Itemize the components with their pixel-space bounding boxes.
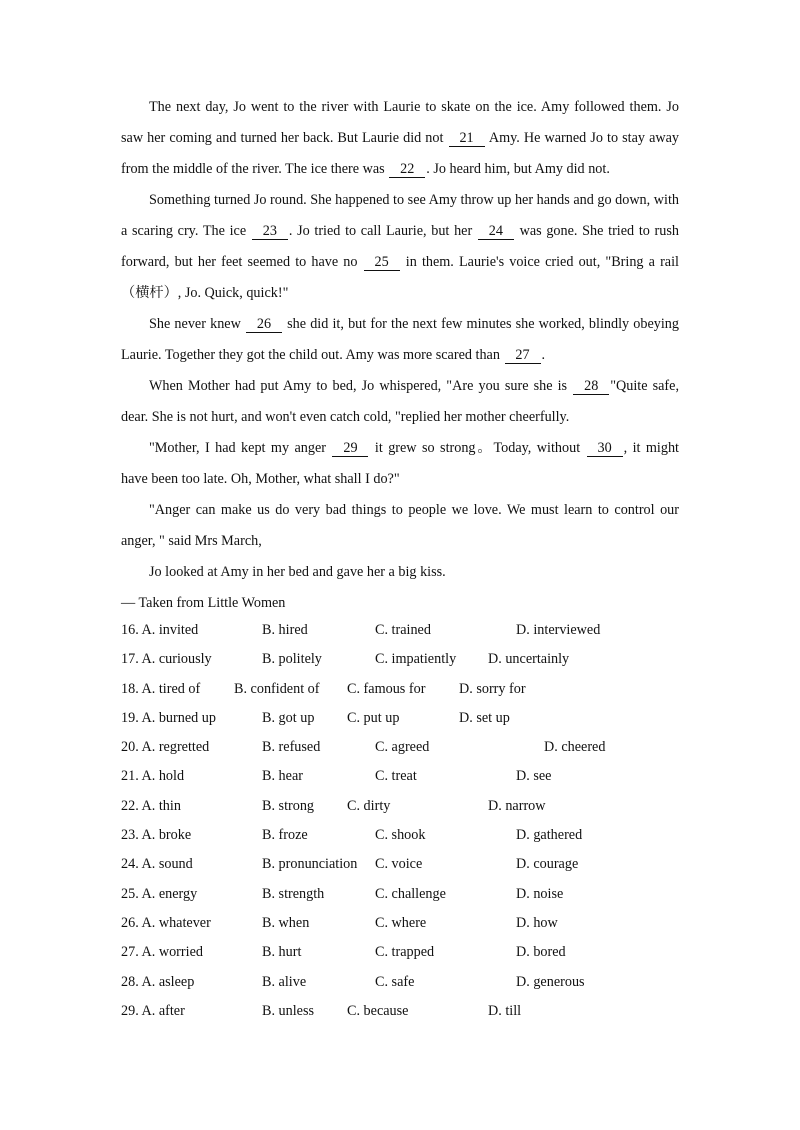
option-a: 29. A. after xyxy=(121,1002,185,1019)
question-row-18 xyxy=(121,677,679,706)
text: . Jo heard him, but Amy did not. xyxy=(426,161,610,177)
option-a: 27. A. worried xyxy=(121,944,203,961)
text: The next day, Jo went to the river with Laurie to skate on the ice. Amy followed them. Jo saw her coming and turned her back. But Laurie did not xyxy=(121,99,679,146)
option-d: D. uncertainly xyxy=(488,651,570,668)
option-b: B. politely xyxy=(262,651,322,668)
option-a: 17. A. curiously xyxy=(121,651,212,668)
option-c: C. trapped xyxy=(375,944,435,961)
paragraph-7: Jo looked at Amy in her bed and gave her a big kiss. xyxy=(149,564,446,580)
option-a: 18. A. tired of xyxy=(121,680,201,697)
option-b: B. hear xyxy=(262,768,303,785)
text: She never knew xyxy=(149,316,245,332)
option-b: B. when xyxy=(262,914,310,931)
option-d: D. courage xyxy=(516,856,579,873)
question-row-27 xyxy=(121,940,679,969)
option-c: C. safe xyxy=(375,973,415,990)
option-c: C. trained xyxy=(375,622,431,638)
option-d: D. sorry for xyxy=(459,680,526,697)
option-a: 28. A. asleep xyxy=(121,973,195,990)
paragraph-6: "Anger can make us do very bad things to people we love. We must learn to control our anger, " said Mrs March, xyxy=(121,502,679,549)
blank-27: 27 xyxy=(505,347,541,364)
option-a: 22. A. thin xyxy=(121,797,181,814)
text: in them. Laurie's voice cried out, "Bring a rail（横杆）, Jo. Quick, quick!" xyxy=(121,254,679,301)
question-row-16 xyxy=(121,618,679,647)
option-c: C. put up xyxy=(347,709,400,726)
question-row-26 xyxy=(121,911,679,940)
text: "Quite safe, dear. She is not hurt, and won't even catch cold, "replied her mother cheerfully. xyxy=(121,378,679,425)
text: When Mother had put Amy to bed, Jo whispered, "Are you sure she is xyxy=(149,378,573,394)
blank-26: 26 xyxy=(246,316,282,333)
option-c: C. because xyxy=(347,1002,409,1019)
option-a: 19. A. burned up xyxy=(121,709,216,726)
paragraph-3 xyxy=(121,309,679,371)
option-c: C. agreed xyxy=(375,739,430,756)
question-row-23 xyxy=(121,823,679,852)
option-c: C. impatiently xyxy=(375,651,457,668)
option-b: B. pronunciation xyxy=(262,856,358,873)
option-c: C. dirty xyxy=(347,797,391,814)
text: she did it, but for the next few minutes she worked, blindly obeying Laurie. Together they got the child out. Amy was more scared than xyxy=(121,316,679,363)
question-row-19 xyxy=(121,706,679,735)
option-b: B. unless xyxy=(262,1002,315,1019)
paragraph-4 xyxy=(121,371,679,433)
question-row-20 xyxy=(121,735,679,764)
option-b: B. froze xyxy=(262,827,308,844)
question-options xyxy=(121,618,679,1028)
paragraph-2 xyxy=(121,185,679,309)
option-b: B. hired xyxy=(262,622,308,638)
option-b: B. strength xyxy=(262,885,325,902)
option-a: 20. A. regretted xyxy=(121,739,210,756)
option-b: B. got up xyxy=(262,709,315,726)
paragraph-1 xyxy=(121,92,679,185)
option-b: B. hurt xyxy=(262,944,302,961)
question-row-28 xyxy=(121,970,679,999)
option-c: C. shook xyxy=(375,827,426,844)
option-d: D. noise xyxy=(516,885,564,902)
blank-21: 21 xyxy=(449,130,485,147)
blank-23: 23 xyxy=(252,223,288,240)
text: it grew so strong。Today, without xyxy=(369,440,586,456)
text: "Mother, I had kept my anger xyxy=(149,440,332,456)
option-d: D. till xyxy=(488,1002,522,1019)
blank-22: 22 xyxy=(389,161,425,178)
option-d: D. narrow xyxy=(488,797,546,814)
option-c: C. challenge xyxy=(375,885,446,902)
question-row-22 xyxy=(121,794,679,823)
option-c: C. voice xyxy=(375,856,423,873)
question-row-29 xyxy=(121,999,679,1028)
text: Something turned Jo round. She happened to see Amy throw up her hands and go down, with a scaring cry. The ice xyxy=(121,192,679,239)
question-row-21 xyxy=(121,764,679,793)
document-page xyxy=(121,92,679,1028)
option-c: C. treat xyxy=(375,768,417,785)
paragraph-5 xyxy=(121,433,679,495)
option-d: D. set up xyxy=(459,709,510,726)
option-d: D. see xyxy=(516,768,552,785)
question-row-25 xyxy=(121,882,679,911)
question-row-24 xyxy=(121,852,679,881)
option-c: C. where xyxy=(375,914,427,931)
question-row-17 xyxy=(121,647,679,676)
option-b: B. alive xyxy=(262,973,307,990)
option-a: 16. A. invited xyxy=(121,622,199,638)
blank-28: 28 xyxy=(573,378,609,395)
option-a: 21. A. hold xyxy=(121,768,185,785)
option-d: D. bored xyxy=(516,944,566,961)
option-c: C. famous for xyxy=(347,680,426,697)
source-line: — Taken from Little Women xyxy=(121,595,286,611)
option-b: B. strong xyxy=(262,797,315,814)
text: Amy. He warned Jo to stay away from the middle of the river. The ice there was xyxy=(121,130,680,177)
option-b: B. confident of xyxy=(234,680,320,697)
blank-29: 29 xyxy=(332,440,368,457)
option-a: 24. A. sound xyxy=(121,856,193,873)
text: , it might have been too late. Oh, Mother, what shall I do?" xyxy=(121,440,680,487)
option-d: D. gathered xyxy=(516,827,583,844)
text: . Jo tried to call Laurie, but her xyxy=(288,223,477,239)
blank-30: 30 xyxy=(587,440,623,457)
blank-24: 24 xyxy=(478,223,514,240)
text: was gone. She tried to rush forward, but her feet seemed to have no xyxy=(121,223,679,270)
blank-25: 25 xyxy=(364,254,400,271)
option-a: 26. A. whatever xyxy=(121,914,211,931)
option-a: 23. A. broke xyxy=(121,827,192,844)
option-d: D. cheered xyxy=(544,739,606,756)
option-d: D. how xyxy=(516,914,558,931)
option-d: D. interviewed xyxy=(516,622,601,638)
text: . xyxy=(541,347,546,363)
option-d: D. generous xyxy=(516,973,585,990)
option-b: B. refused xyxy=(262,739,321,756)
option-a: 25. A. energy xyxy=(121,885,198,902)
